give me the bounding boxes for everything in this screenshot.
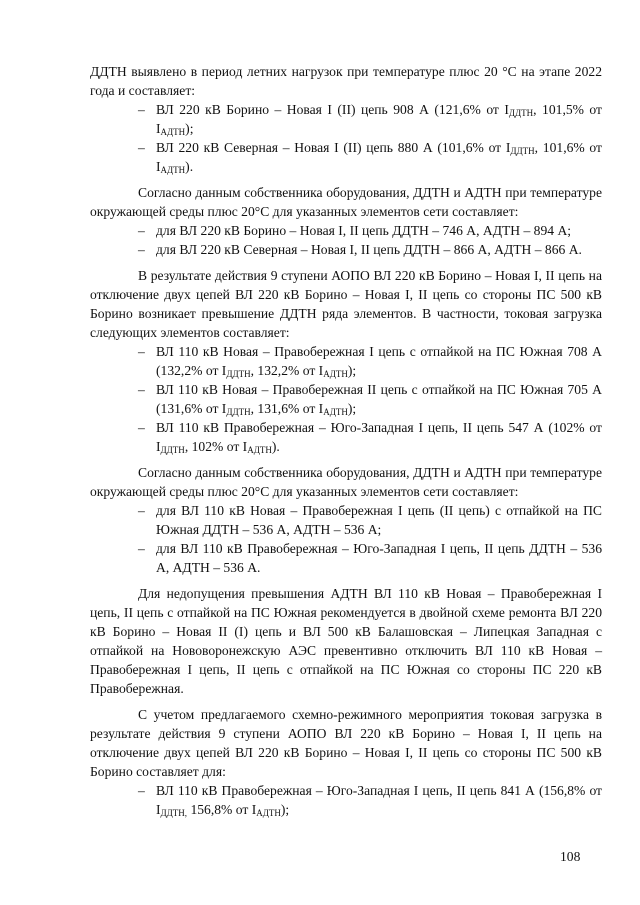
page-number: 108 (560, 849, 581, 864)
paragraph-owner-data-1: Согласно данным собственника оборудования, ДДТН и АДТН при температуре окружающей среды плюс 20°С для указанных элементов сети составляет: (90, 185, 602, 219)
list-item: – ВЛ 110 кВ Новая – Правобережная II цепь с отпайкой на ПС Южная 705 А (131,6% от $I_{ДДТН}$, 131,6% от $I_{АДТН}$); (138, 382, 602, 417)
list-item: – для ВЛ 220 кВ Борино – Новая I, II цепь ДДТН – 746 А, АДТН – 894 А; (138, 223, 572, 238)
list-dash: – (138, 420, 145, 435)
list-dash: – (138, 344, 145, 359)
paragraph-aopo-result: В результате действия 9 ступени АОПО ВЛ 220 кВ Борино – Новая I, II цепь на отключение двух цепей ВЛ 220 кВ Борино – Новая I, II цепь со стороны ПС 500 кВ Борино возникает превышение ДДТН ряда элементов. В частности, токовая загрузка следующих элементов составляет: (90, 268, 602, 340)
list-overload-220 (90, 100, 602, 176)
list-dash: – (138, 382, 145, 397)
list-overload-110 (90, 342, 602, 456)
list-limits-220 (90, 221, 602, 259)
paragraph-resulting-load: С учетом предлагаемого схемно-режимного мероприятия токовая загрузка в результате действия 9 ступени АОПО ВЛ 220 кВ Борино – Новая I, II цепь на отключение двух цепей ВЛ 220 кВ Борино – Новая I, II цепь со стороны ПС 500 кВ Борино составляет для: (90, 707, 602, 779)
list-limits-110 (90, 501, 602, 577)
list-dash: – (138, 242, 145, 257)
list-item: – ВЛ 220 кВ Борино – Новая I (II) цепь 908 А (121,6% от $I_{ДДТН}$, 101,5% от $I_{АДТН}$); (138, 102, 602, 137)
list-dash: – (138, 503, 145, 518)
list-dash: – (138, 223, 145, 238)
list-item: – ВЛ 220 кВ Северная – Новая I (II) цепь 880 А (101,6% от $I_{ДДТН}$, 101,6% от $I_{АДТН}$). (138, 140, 602, 175)
list-dash: – (138, 102, 145, 117)
list-dash: – (138, 541, 145, 556)
list-item: – для ВЛ 110 кВ Правобережная – Юго-Западная I цепь, II цепь ДДТН – 536 А, АДТН – 536 А. (138, 541, 602, 575)
list-dash: – (138, 783, 145, 798)
paragraph-intro: ДДТН выявлено в период летних нагрузок при температуре плюс 20 °С на этапе 2022 года и составляет: (90, 64, 602, 98)
paragraph-owner-data-2: Согласно данным собственника оборудования, ДДТН и АДТН при температуре окружающей среды плюс 20°С для указанных элементов сети составляет: (90, 465, 602, 499)
list-item: – ВЛ 110 кВ Правобережная – Юго-Западная I цепь, II цепь 547 А (102% от $I_{ДДТН}$, 102% от $I_{АДТН}$). (138, 420, 602, 455)
page-content (90, 62, 602, 819)
list-item: – для ВЛ 110 кВ Новая – Правобережная I цепь (II цепь) с отпайкой на ПС Южная ДДТН – 536 А, АДТН – 536 А; (138, 503, 602, 537)
list-item: – ВЛ 110 кВ Новая – Правобережная I цепь с отпайкой на ПС Южная 708 А (132,2% от $I_{ДДТН}$, 132,2% от $I_{АДТН}$); (138, 344, 602, 379)
list-item: – для ВЛ 220 кВ Северная – Новая I, II цепь ДДТН – 866 А, АДТН – 866 А. (138, 242, 582, 257)
list-resulting-load (90, 781, 602, 819)
list-dash: – (138, 140, 145, 155)
paragraph-recommendation: Для недопущения превышения АДТН ВЛ 110 кВ Новая – Правобережная I цепь, II цепь с отпайкой на ПС Южная рекомендуется в двойной схеме ремонта ВЛ 220 кВ Борино – Новая II (I) цепь и ВЛ 500 кВ Балашовская – Липецкая Западная с отпайкой на Нововоронежскую АЭС превентивно отключить ВЛ 110 кВ Новая – Правобережная I цепь, II цепь с отпайкой на ПС Южная со стороны ПС 220 кВ Правобережная. (90, 586, 602, 696)
list-item: – ВЛ 110 кВ Правобережная – Юго-Западная I цепь, II цепь 841 А (156,8% от $I_{ДДТН,}$ 156,8% от $I_{АДТН}$); (138, 783, 602, 818)
